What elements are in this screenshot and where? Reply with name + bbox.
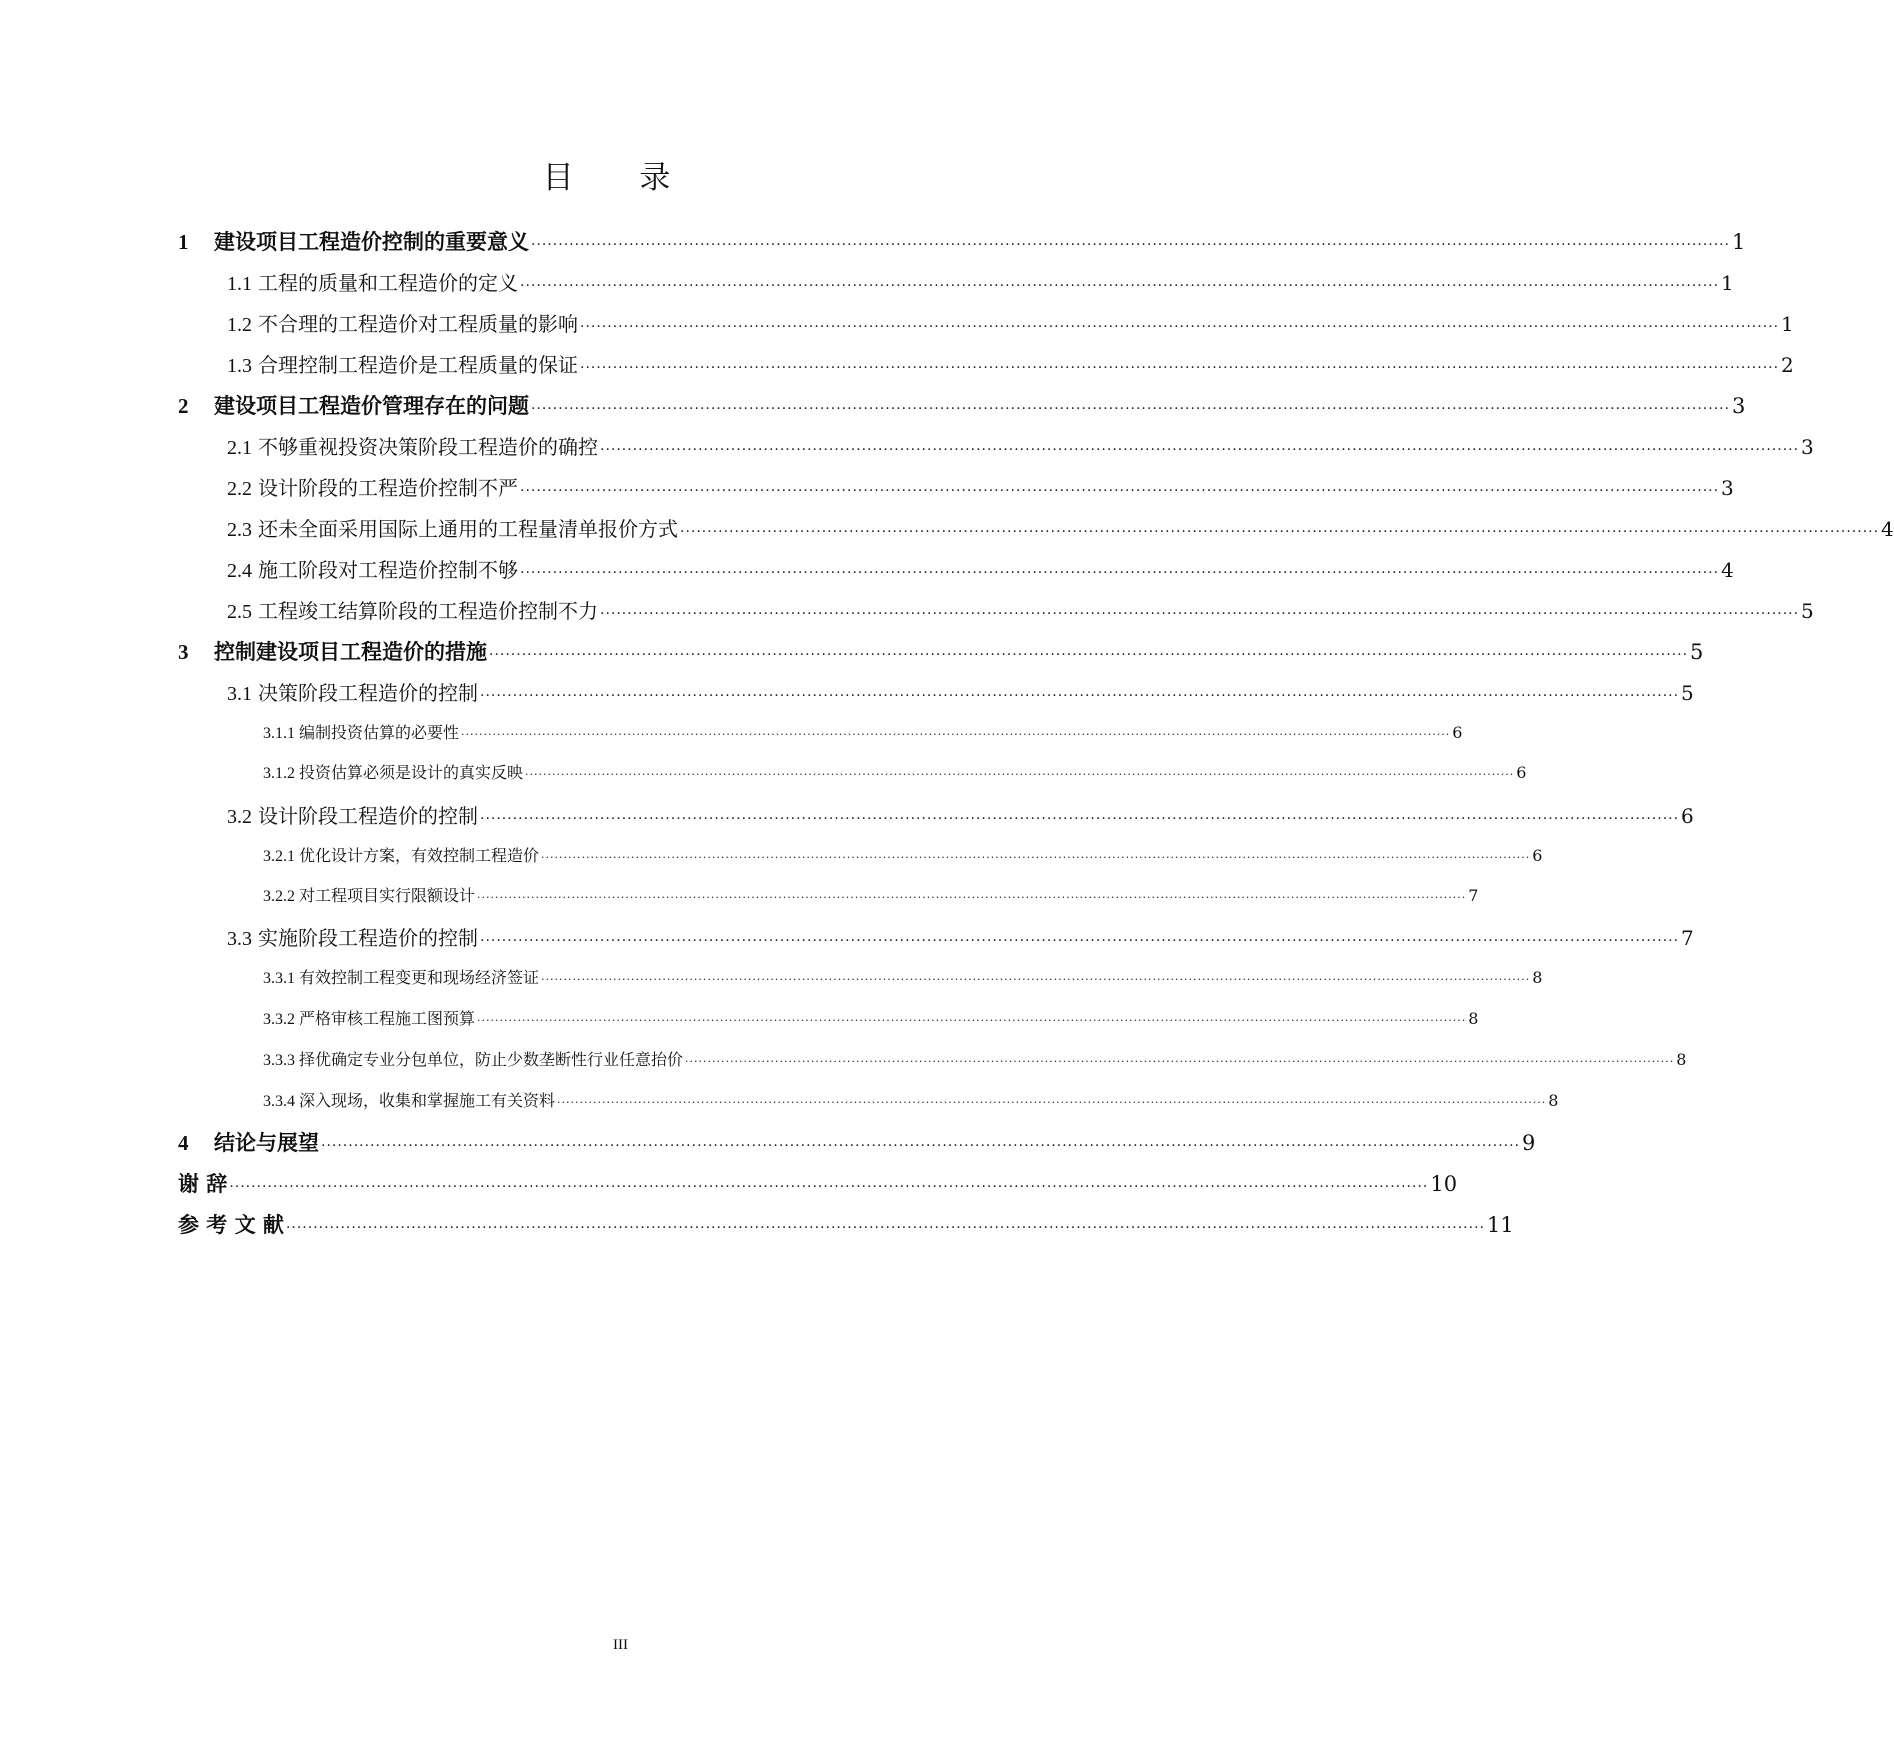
toc-entry-page: 3 <box>1721 476 1734 500</box>
toc-entry-label <box>263 1047 683 1070</box>
toc-entry-title: 实施阶段工程造价的控制 <box>258 926 478 950</box>
toc-entry-page: 8 <box>1468 1009 1479 1028</box>
toc-leader-dots: ···························································································································································································································· <box>489 647 1689 663</box>
toc-entry-number: 3.3.2 <box>263 1011 295 1028</box>
toc-entry-page: 6 <box>1516 763 1527 782</box>
toc-entry-title: 设计阶段工程造价的控制 <box>258 804 478 828</box>
toc-entry-label <box>227 800 478 829</box>
toc-entry-label <box>178 226 529 256</box>
toc-entry[interactable] <box>263 1006 1479 1029</box>
toc-entry-number: 3.2.1 <box>263 848 295 865</box>
toc-entry-page: 3 <box>1732 394 1746 418</box>
toc-entry-label <box>263 760 523 783</box>
toc-entry-page: 3 <box>1801 435 1814 459</box>
toc-entry-title: 工程竣工结算阶段的工程造价控制不力 <box>258 599 598 623</box>
toc-leader-dots: ···························································································································································································································· <box>531 401 1731 417</box>
toc-entry-number: 1.1 <box>227 273 252 295</box>
toc-leader-dots: ···························································································································································································································· <box>520 483 1720 499</box>
toc-leader-dots: ···························································································································································································································· <box>477 891 1467 904</box>
toc-entry-number: 2.1 <box>227 437 252 459</box>
toc-entry[interactable] <box>227 677 1694 706</box>
toc-leader-dots: ···························································································································································································································· <box>600 442 1800 458</box>
toc-leader-dots: ···························································································································································································································· <box>580 319 1780 335</box>
toc-entry-page: 1 <box>1732 230 1746 254</box>
toc-entry[interactable] <box>227 349 1794 378</box>
toc-entry[interactable] <box>263 1047 1687 1070</box>
toc-leader-dots: ···························································································································································································································· <box>321 1138 1521 1154</box>
toc-entry-label <box>178 1209 284 1239</box>
toc-leader-dots: ···························································································································································································································· <box>541 851 1531 864</box>
toc-entry[interactable] <box>227 308 1794 337</box>
toc-entry-number: 3.2.2 <box>263 888 295 905</box>
toc-leader-dots: ···························································································································································································································· <box>680 524 1880 540</box>
toc-entry-title: 不合理的工程造价对工程质量的影响 <box>258 312 578 336</box>
toc-entry-label <box>227 677 478 706</box>
toc-entry-title: 工程的质量和工程造价的定义 <box>258 271 518 295</box>
toc-entry-label <box>227 349 578 378</box>
toc-leader-dots: ···························································································································································································································· <box>600 606 1800 622</box>
toc-entry-number: 3.1 <box>227 683 252 705</box>
toc-entry-page: 2 <box>1781 353 1794 377</box>
toc-leader-dots: ···························································································································································································································· <box>480 811 1680 827</box>
toc-entry-page: 11 <box>1486 1213 1514 1237</box>
toc-leader-dots: ···························································································································································································································· <box>525 768 1515 781</box>
toc-entry-label <box>178 390 529 420</box>
toc-entry[interactable] <box>263 883 1479 906</box>
page-number-footer: III <box>613 1637 628 1653</box>
toc-entry-page: 5 <box>1690 640 1704 664</box>
toc-leader-dots: ···························································································································································································································· <box>480 688 1680 704</box>
toc-entry[interactable] <box>227 472 1734 501</box>
toc-entry-page: 6 <box>1532 846 1543 865</box>
toc-leader-dots: ···························································································································································································································· <box>531 237 1731 253</box>
toc-entry-page: 8 <box>1548 1091 1559 1110</box>
toc-entry-page: 9 <box>1522 1131 1536 1155</box>
toc-leader-dots: ···························································································································································································································· <box>557 1096 1547 1109</box>
toc-entry-page: 6 <box>1681 804 1694 828</box>
toc-entry-number: 3.2 <box>227 806 252 828</box>
toc-entry-label <box>263 883 475 906</box>
toc-entry-title: 投资估算必须是设计的真实反映 <box>299 763 524 782</box>
toc-entry-number: 2.3 <box>227 519 252 541</box>
toc-entry-page: 7 <box>1468 886 1479 905</box>
toc-entry[interactable] <box>263 760 1527 783</box>
toc-entry[interactable] <box>178 1209 1514 1239</box>
toc-entry[interactable] <box>227 922 1694 951</box>
toc-entry-title: 对工程项目实行限额设计 <box>299 886 476 905</box>
toc-entry-page: 4 <box>1881 517 1894 541</box>
toc-entry-label <box>263 720 459 743</box>
toc-leader-dots: ···························································································································································································································· <box>229 1179 1429 1195</box>
toc-entry-page: 1 <box>1721 271 1734 295</box>
toc-entry-title: 设计阶段的工程造价控制不严 <box>258 476 518 500</box>
toc-entry[interactable] <box>178 636 1704 666</box>
toc-entry-label <box>227 595 598 624</box>
toc-entry-title: 还未全面采用国际上通用的工程量清单报价方式 <box>258 517 678 541</box>
toc-leader-dots: ···························································································································································································································· <box>685 1055 1675 1068</box>
toc-entry[interactable] <box>227 431 1814 460</box>
toc-entry[interactable] <box>178 226 1746 256</box>
toc-entry-number: 4 <box>178 1131 189 1155</box>
toc-entry[interactable] <box>227 800 1694 829</box>
toc-entry[interactable] <box>227 554 1734 583</box>
toc-entry[interactable] <box>227 595 1814 624</box>
toc-leader-dots: ···························································································································································································································· <box>461 728 1451 741</box>
toc-entry-number: 2.5 <box>227 601 252 623</box>
toc-entry-title: 建设项目工程造价控制的重要意义 <box>214 230 529 254</box>
toc-entry-number: 3.3 <box>227 928 252 950</box>
toc-entry-page: 6 <box>1452 723 1463 742</box>
toc-leader-dots: ···························································································································································································································· <box>520 278 1720 294</box>
toc-entry-label <box>227 308 578 337</box>
toc-entry[interactable] <box>227 513 1894 542</box>
toc-entry-label <box>178 1168 227 1198</box>
toc-entry-number: 3.1.2 <box>263 765 295 782</box>
toc-leader-dots: ···························································································································································································································· <box>480 933 1680 949</box>
toc-entry-label <box>263 965 539 988</box>
toc-entry-label <box>227 431 598 460</box>
toc-entry-number: 3.1.1 <box>263 725 295 742</box>
toc-entry-title: 参 考 文 献 <box>178 1213 284 1237</box>
toc-entry-title: 优化设计方案，有效控制工程造价 <box>299 846 540 865</box>
toc-leader-dots: ···························································································································································································································· <box>580 360 1780 376</box>
toc-entry-label <box>227 922 478 951</box>
toc-entry-title: 择优确定专业分包单位，防止少数垄断性行业任意抬价 <box>299 1050 684 1069</box>
toc-entry-page: 8 <box>1676 1050 1687 1069</box>
toc-entry-title: 有效控制工程变更和现场经济签证 <box>299 968 540 987</box>
toc-entry-title: 不够重视投资决策阶段工程造价的确控 <box>258 435 598 459</box>
toc-entry-title: 深入现场，收集和掌握施工有关资料 <box>299 1091 556 1110</box>
toc-entry-page: 1 <box>1781 312 1794 336</box>
toc-entry-title: 施工阶段对工程造价控制不够 <box>258 558 518 582</box>
toc-entry-title: 决策阶段工程造价的控制 <box>258 681 478 705</box>
toc-entry[interactable] <box>178 390 1746 420</box>
toc-entry[interactable] <box>178 1127 1536 1157</box>
toc-entry-title: 结论与展望 <box>214 1131 319 1155</box>
toc-entry-label <box>178 1127 319 1157</box>
toc-entry-page: 7 <box>1681 926 1694 950</box>
toc-entry-page: 5 <box>1681 681 1694 705</box>
toc-entry-number: 2.4 <box>227 560 252 582</box>
toc-entry-page: 4 <box>1721 558 1734 582</box>
toc-entry-page: 5 <box>1801 599 1814 623</box>
toc-entry[interactable] <box>227 267 1734 296</box>
toc-entry-number: 1.3 <box>227 355 252 377</box>
toc-entry-number: 1 <box>178 230 189 254</box>
toc-entry-number: 3.3.3 <box>263 1052 295 1069</box>
toc-entry-page: 10 <box>1430 1172 1458 1196</box>
toc-entry-title: 编制投资估算的必要性 <box>299 723 460 742</box>
toc-entry-number: 2 <box>178 394 189 418</box>
toc-entry[interactable] <box>263 843 1543 866</box>
toc-entry-label <box>263 843 539 866</box>
toc-entry-number: 1.2 <box>227 314 252 336</box>
toc-entry[interactable] <box>263 1088 1559 1111</box>
toc-entry-title: 建设项目工程造价管理存在的问题 <box>214 394 529 418</box>
toc-entry-number: 3.3.4 <box>263 1093 295 1110</box>
toc-leader-dots: ···························································································································································································································· <box>520 565 1720 581</box>
toc-entry-page: 8 <box>1532 968 1543 987</box>
toc-entry-number: 2.2 <box>227 478 252 500</box>
toc-entry-label <box>227 472 518 501</box>
toc-entry-label <box>263 1006 475 1029</box>
toc-title: 目 录 <box>542 160 699 196</box>
toc-entry[interactable] <box>263 720 1463 743</box>
toc-entry[interactable] <box>263 965 1543 988</box>
toc-entry-label <box>263 1088 555 1111</box>
toc-entry-label <box>227 267 518 296</box>
toc-entry-number: 3.3.1 <box>263 970 295 987</box>
toc-entry[interactable] <box>178 1168 1458 1198</box>
toc-entry-number: 3 <box>178 640 189 664</box>
toc-entry-label <box>178 636 487 666</box>
toc-entry-title: 严格审核工程施工图预算 <box>299 1009 476 1028</box>
toc-entry-title: 控制建设项目工程造价的措施 <box>214 640 487 664</box>
toc-leader-dots: ···························································································································································································································· <box>285 1220 1485 1236</box>
toc-entry-label <box>227 554 518 583</box>
toc-entry-title: 谢 辞 <box>178 1172 228 1196</box>
toc-leader-dots: ···························································································································································································································· <box>477 1014 1467 1027</box>
toc-entry-label <box>227 513 678 542</box>
toc-leader-dots: ···························································································································································································································· <box>541 973 1531 986</box>
toc-entry-title: 合理控制工程造价是工程质量的保证 <box>258 353 578 377</box>
